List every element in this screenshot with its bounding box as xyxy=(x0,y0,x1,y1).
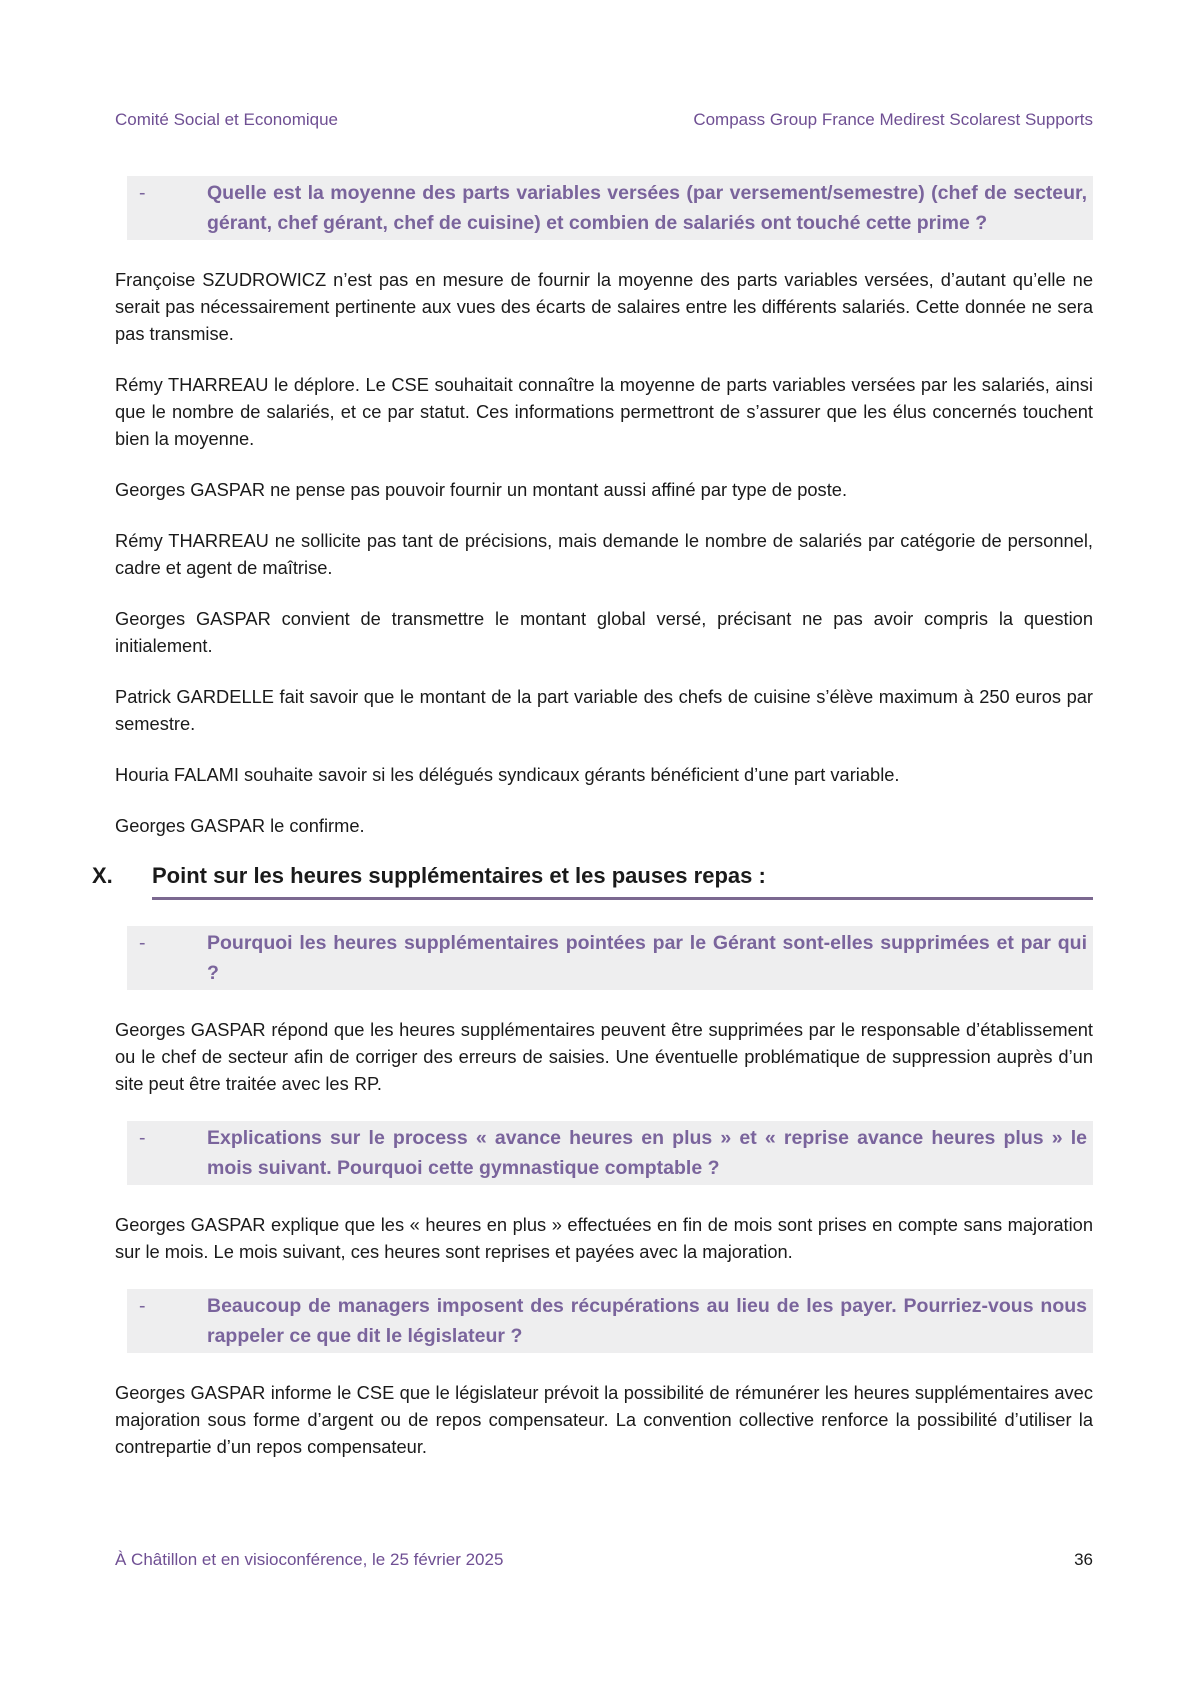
header-right: Compass Group France Medirest Scolarest Supports xyxy=(693,110,1093,129)
dash-bullet: - xyxy=(139,182,146,204)
question-text: Pourquoi les heures supplémentaires pointées par le Gérant sont-elles supprimées et par qui ? xyxy=(207,932,1087,984)
page-footer xyxy=(115,1550,1093,1570)
section-heading xyxy=(92,863,1093,889)
paragraph: Patrick GARDELLE fait savoir que le montant de la part variable des chefs de cuisine s’élève maximum à 250 euros par semestre. xyxy=(115,686,1093,734)
heading-underline xyxy=(152,897,1093,900)
paragraph: Georges GASPAR informe le CSE que le législateur prévoit la possibilité de rémunérer les heures supplémentaires avec majoration sous forme d’argent ou de repos compensateur. La convention collective renforce la possibilité d’utiliser la contrepartie d’un repos compensateur. xyxy=(115,1382,1093,1457)
paragraph: Georges GASPAR explique que les « heures en plus » effectuées en fin de mois sont prises en compte sans majoration sur le mois. Le mois suivant, ces heures sont reprises et payées avec la majoration. xyxy=(115,1214,1093,1262)
question-text: Quelle est la moyenne des parts variables versées (par versement/semestre) (chef de secteur, gérant, chef gérant, chef de cuisine) et combien de salariés ont touché cette prime ? xyxy=(207,182,1087,234)
paragraph: Rémy THARREAU ne sollicite pas tant de précisions, mais demande le nombre de salariés par catégorie de personnel, cadre et agent de maîtrise. xyxy=(115,530,1093,578)
page-content xyxy=(92,176,1093,1484)
paragraph: Françoise SZUDROWICZ n’est pas en mesure de fournir la moyenne des parts variables versées, d’autant qu’elle ne serait pas nécessairement pertinente aux vues des écarts de salaires entre les différents salariés. Cette donnée ne sera pas transmise. xyxy=(115,269,1093,344)
question-box xyxy=(127,176,1093,240)
paragraph: Georges GASPAR le confirme. xyxy=(115,815,365,836)
section-title: Point sur les heures supplémentaires et les pauses repas : xyxy=(152,863,766,888)
page-header xyxy=(115,110,1093,130)
paragraph: Georges GASPAR convient de transmettre le montant global versé, précisant ne pas avoir compris la question initialement. xyxy=(115,608,1093,656)
question-box xyxy=(127,1121,1093,1185)
paragraph: Rémy THARREAU le déplore. Le CSE souhaitait connaître la moyenne de parts variables versées par les salariés, ainsi que le nombre de salariés, et ce par statut. Ces informations permettront de s’assurer que les élus concernés touchent bien la moyenne. xyxy=(115,374,1093,449)
footer-location-date: À Châtillon et en visioconférence, le 25 février 2025 xyxy=(115,1550,504,1569)
question-text: Beaucoup de managers imposent des récupérations au lieu de les payer. Pourriez-vous nous rappeler ce que dit le législateur ? xyxy=(207,1295,1087,1347)
paragraph: Georges GASPAR répond que les heures supplémentaires peuvent être supprimées par le responsable d’établissement ou le chef de secteur afin de corriger des erreurs de saisies. Une éventuelle problématique de suppression auprès d’un site peut être traitée avec les RP. xyxy=(115,1019,1093,1094)
section-number: X. xyxy=(92,863,113,888)
page-number: 36 xyxy=(1074,1550,1093,1569)
paragraph: Houria FALAMI souhaite savoir si les délégués syndicaux gérants bénéficient d’une part variable. xyxy=(115,764,900,785)
header-left: Comité Social et Economique xyxy=(115,110,339,129)
question-text: Explications sur le process « avance heures en plus » et « reprise avance heures plus » le mois suivant. Pourquoi cette gymnastique comptable ? xyxy=(207,1127,1087,1179)
dash-bullet: - xyxy=(139,1127,146,1149)
dash-bullet: - xyxy=(139,932,146,954)
question-box xyxy=(127,926,1093,990)
paragraph: Georges GASPAR ne pense pas pouvoir fournir un montant aussi affiné par type de poste. xyxy=(115,479,848,500)
dash-bullet: - xyxy=(139,1295,146,1317)
question-box xyxy=(127,1289,1093,1353)
